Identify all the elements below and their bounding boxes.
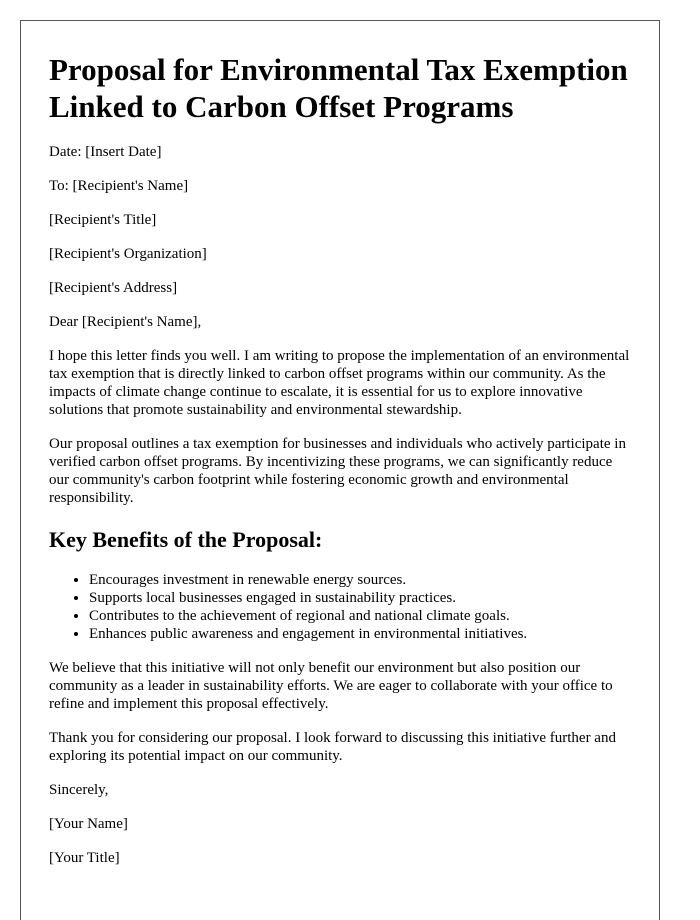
closing-paragraph: We believe that this initiative will not only benefit our environment but also position our community as a leader in sustainability efforts. We are eager to collaborate with your office to refine and implement this proposal effectively. xyxy=(49,660,613,712)
letter-title: Proposal for Environmental Tax Exemption Linked to Carbon Offset Programs xyxy=(49,52,628,124)
benefits-list xyxy=(49,571,631,643)
recipient-address-line: [Recipient's Address] xyxy=(49,280,178,296)
salutation: Dear [Recipient's Name], xyxy=(49,314,202,330)
body-paragraph: I hope this letter finds you well. I am writing to propose the implementation of an environmental tax exemption that is directly linked to carbon offset programs within our community. As the impacts of climate change continue to escalate, it is essential for us to explore innovative solutions that promote sustainability and environmental stewardship. xyxy=(49,348,630,418)
recipient-name-line: To: [Recipient's Name] xyxy=(49,178,189,194)
closing-paragraph: Thank you for considering our proposal. I look forward to discussing this initiative further and exploring its potential impact on our community. xyxy=(49,730,616,764)
list-item: • Contributes to the achievement of regional and national climate goals. xyxy=(89,607,631,625)
signoff: Sincerely, xyxy=(49,782,109,798)
body-paragraph: Our proposal outlines a tax exemption for businesses and individuals who actively participate in verified carbon offset programs. By incentivizing these programs, we can significantly reduce our community's carbon footprint while fostering economic growth and environmental responsibility. xyxy=(49,436,626,506)
list-item: • Supports local businesses engaged in sustainability practices. xyxy=(89,589,631,607)
benefits-heading: Key Benefits of the Proposal: xyxy=(49,527,323,552)
recipient-organization-line: [Recipient's Organization] xyxy=(49,246,207,262)
recipient-title-line: [Recipient's Title] xyxy=(49,212,157,228)
list-item: • Encourages investment in renewable energy sources. xyxy=(89,571,631,589)
signature-title: [Your Title] xyxy=(49,850,120,866)
letter-page xyxy=(20,20,660,920)
signature-name: [Your Name] xyxy=(49,816,128,832)
date-line: Date: [Insert Date] xyxy=(49,144,162,160)
list-item: • Enhances public awareness and engagement in environmental initiatives. xyxy=(89,625,631,643)
